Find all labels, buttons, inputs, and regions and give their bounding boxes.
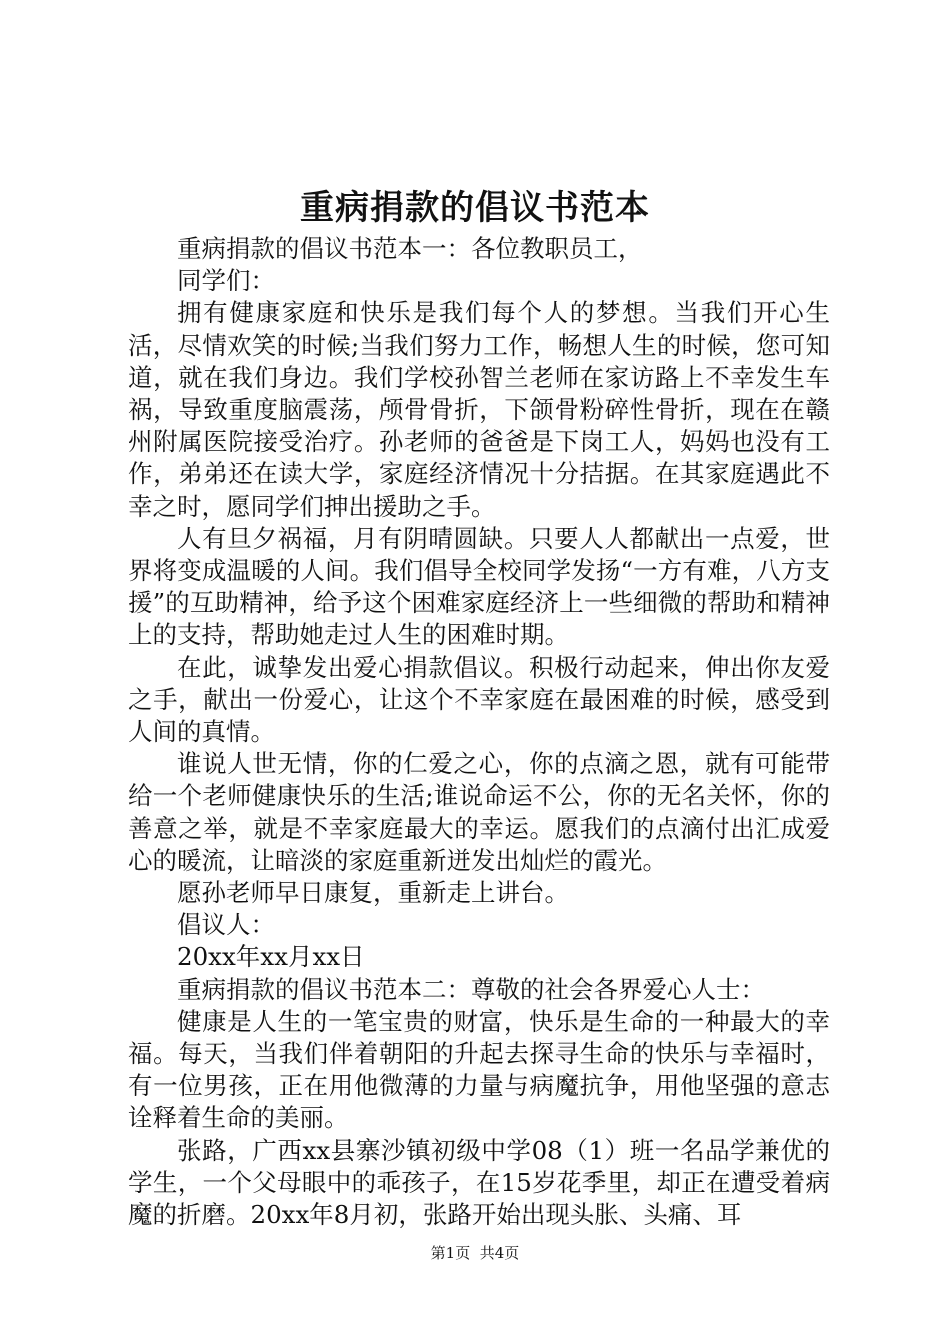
paragraph-body: 谁说人世无情，你的仁爱之心，你的点滴之恩，就有可能带给一个老师健康快乐的生活;谁说命运不公，你的无名关怀，你的善意之举，就是不幸家庭最大的幸运。愿我们的点滴付出汇成爱心的暖流，让暗淡的家庭重新迸发出灿烂的霞光。 [128, 749, 830, 875]
paragraph-body: 拥有健康家庭和快乐是我们每个人的梦想。当我们开心生活，尽情欢笑的时候;当我们努力工作，畅想人生的时候，您可知道，就在我们身边。我们学校孙智兰老师在家访路上不幸发生车祸，导致重度脑震荡，颅骨骨折，下颌骨粉碎性骨折，现在在赣州附属医院接受治疗。孙老师的爸爸是下岗工人，妈妈也没有工作，弟弟还在读大学，家庭经济情况十分拮据。在其家庭遇此不幸之时，愿同学们抻出援助之手。 [128, 298, 830, 521]
paragraph-body: 人有旦夕祸福，月有阴晴圆缺。只要人人都献出一点爱，世界将变成温暖的人间。我们倡导全校同学发扬“一方有难，八方支援”的互助精神，给予这个困难家庭经济上一些细微的帮助和精神上的支持，帮助她走过人生的困难时期。 [128, 523, 830, 650]
document-body [128, 233, 830, 1231]
page-number: 第1页 [430, 1244, 471, 1262]
paragraph-section-heading: 重病捐款的倡议书范本二：尊敬的社会各界爱心人士： [177, 974, 765, 1004]
paragraph-body: 在此，诚挚发出爱心捐款倡议。积极行动起来，伸出你友爱之手，献出一份爱心，让这个不幸家庭在最困难的时候，感受到人间的真情。 [128, 652, 830, 747]
paragraph-salutation-cont: 同学们： [177, 266, 275, 296]
page-footer [0, 1243, 950, 1263]
document-title: 重病捐款的倡议书范本 [300, 188, 650, 228]
paragraph-body: 健康是人生的一笔宝贵的财富，快乐是生命的一种最大的幸福。每天，当我们伴着朝阳的升起去探寻生命的快乐与幸福时，有一位男孩，正在用他微薄的力量与病魔抗争，用他坚强的意志诠释着生命的美丽。 [128, 1006, 830, 1133]
paragraph-wish: 愿孙老师早日康复，重新走上讲台。 [177, 878, 569, 908]
page-total: 共4页 [479, 1244, 520, 1262]
paragraph-signature: 倡议人： [177, 910, 275, 940]
paragraph-salutation: 重病捐款的倡议书范本一：各位教职员工， [177, 234, 643, 263]
paragraph-body: 张路，广西xx县寨沙镇初级中学08（1）班一名品学兼优的学生，一个父母眼中的乖孩子，在15岁花季里，却正在遭受着病魔的折磨。20xx年8月初，张路开始出现头胀、头痛、耳 [128, 1135, 830, 1230]
paragraph-date: 20xx年xx月xx日 [177, 942, 365, 972]
